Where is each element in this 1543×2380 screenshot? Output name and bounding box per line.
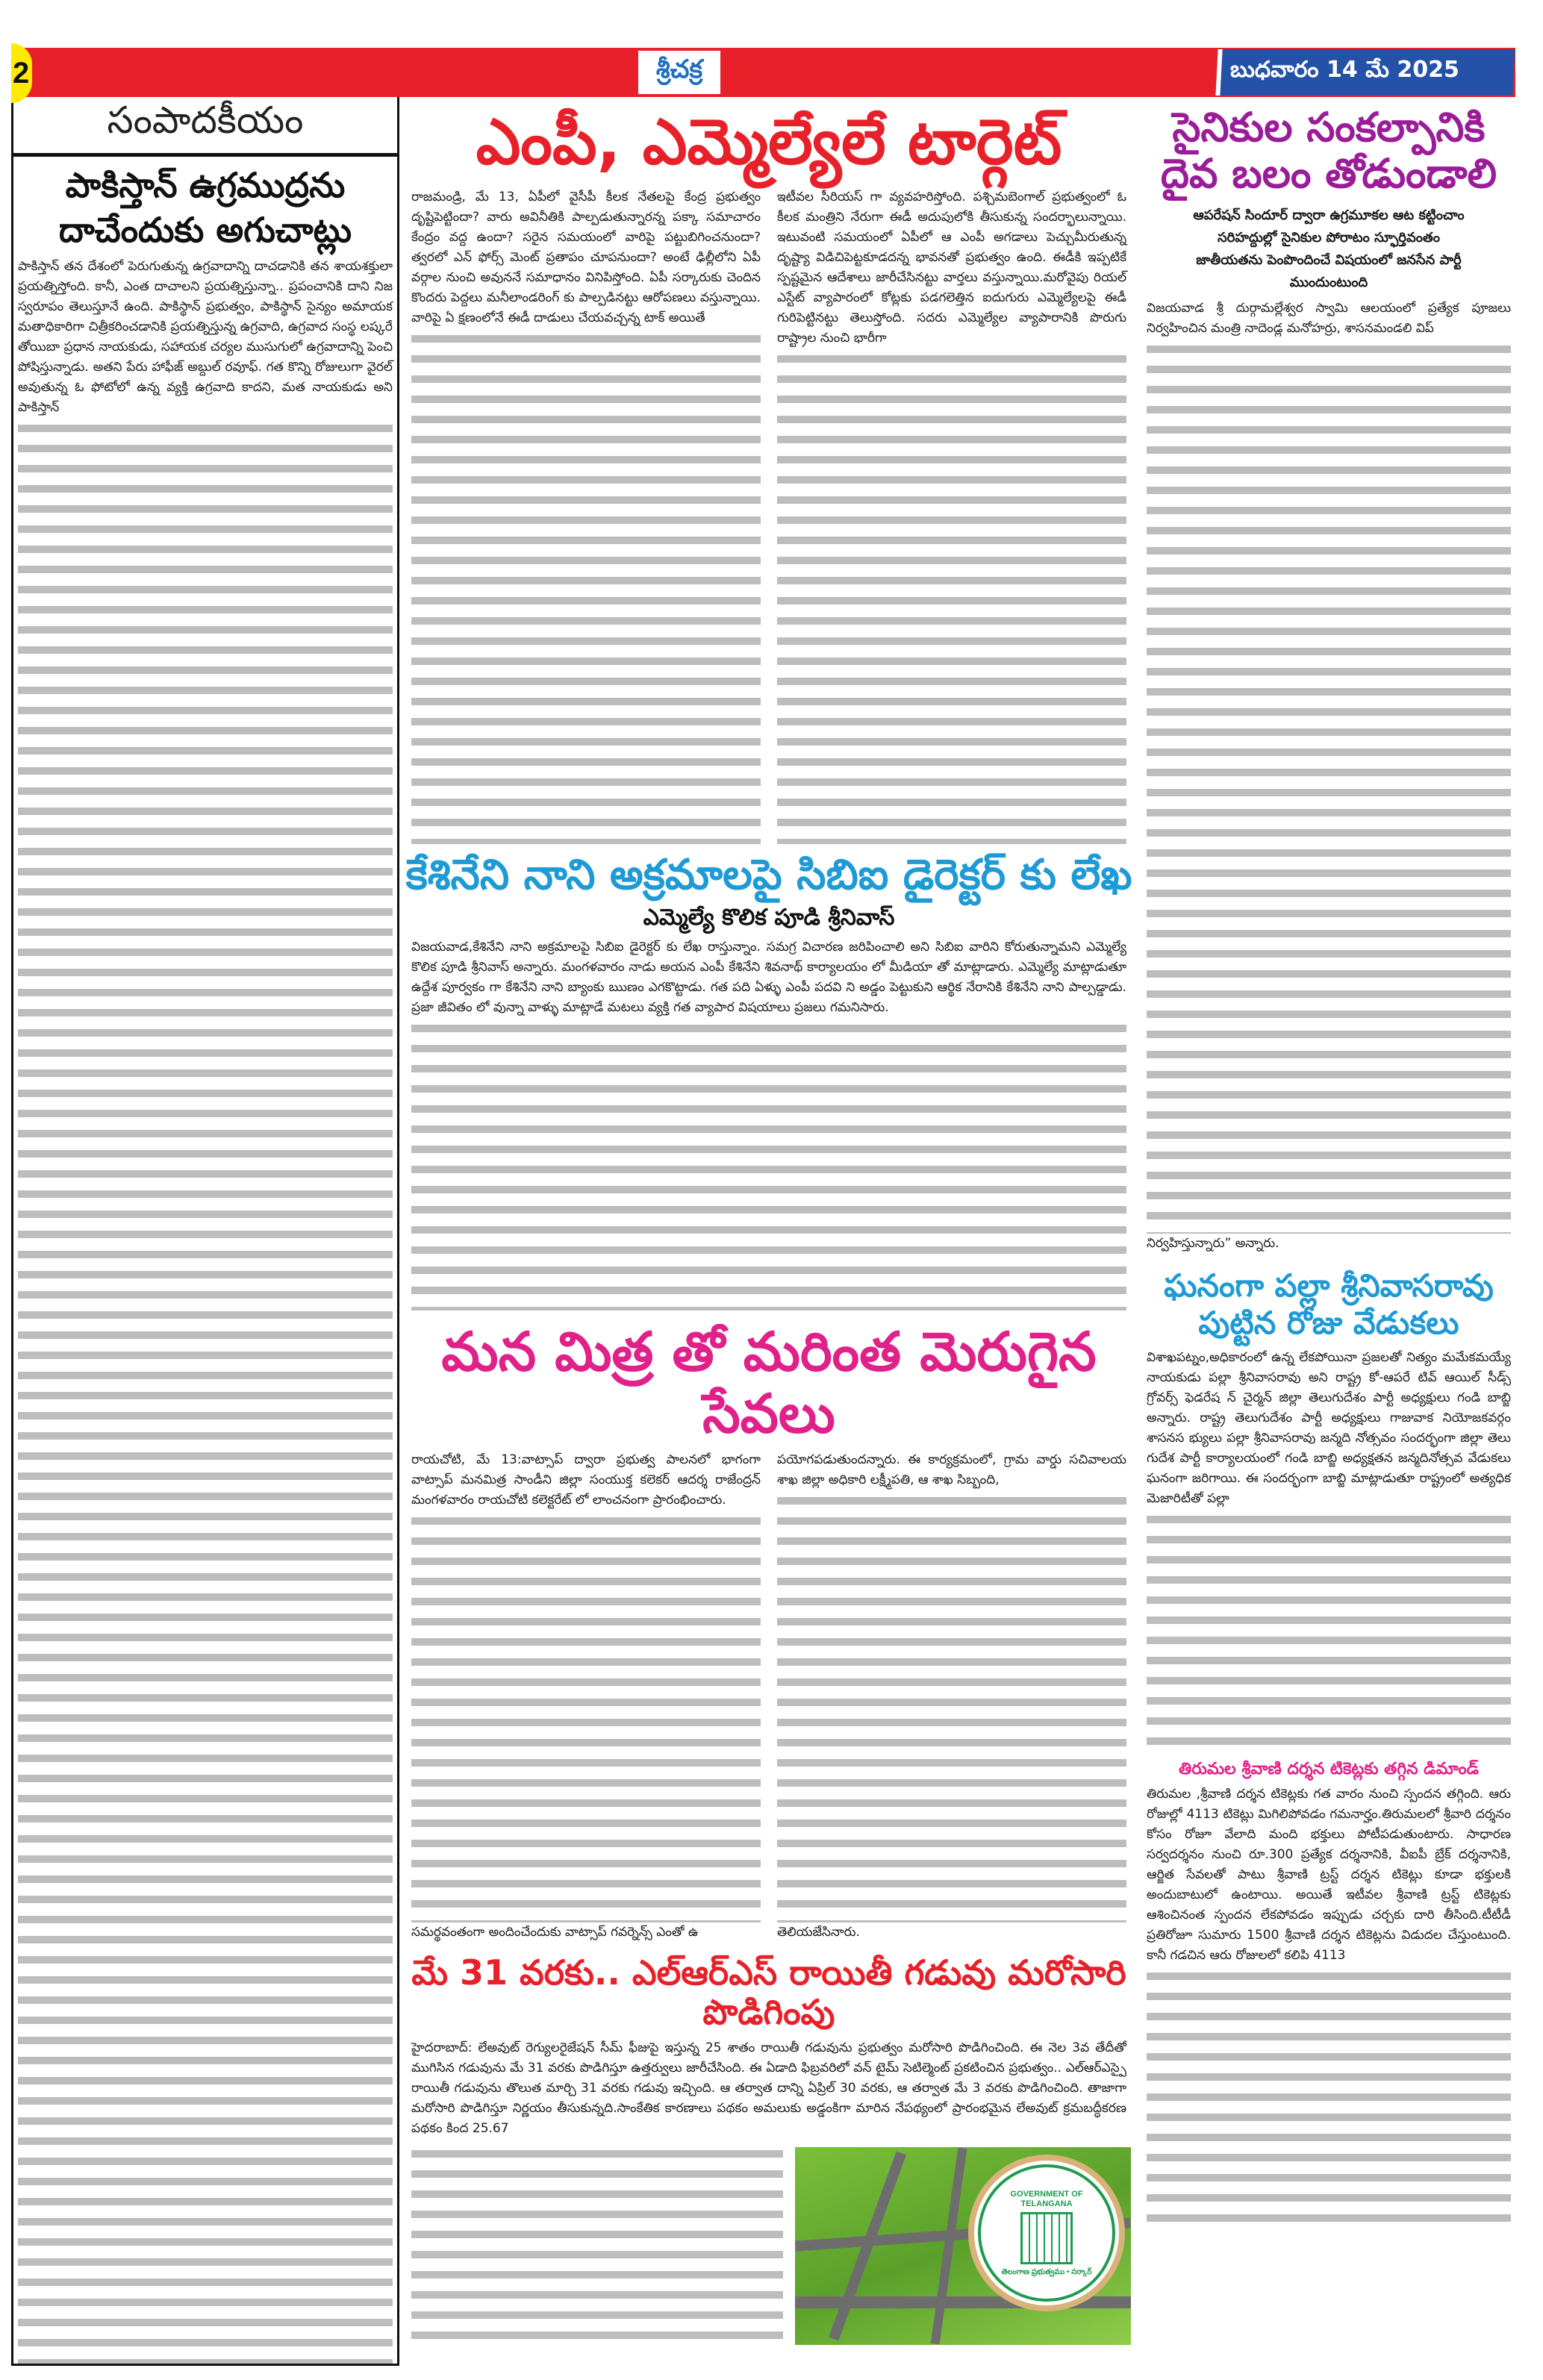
- subhead: జాతీయతను పెంపొందించే విషయంలో జనసేన పార్టీ: [1196, 252, 1462, 269]
- palla-body-block: [1142, 1348, 1515, 1751]
- manamitra-headline: మన మిత్ర తో మరింత మెరుగైన సేవలు: [441, 1319, 1097, 1445]
- lrs-body-block: [403, 2038, 1135, 2139]
- lrs-continuation-row: [403, 2143, 1135, 2349]
- subhead: సరిహద్దుల్లో సైనికుల పోరాటం స్ఫూర్తివంతం: [1217, 230, 1441, 246]
- seal-text-top: GOVERNMENT OF TELANGANA: [1010, 2189, 1083, 2208]
- seal-text-bottom: తెలంగాణ ప్రభుత్వము • సర్కార్: [1001, 2267, 1092, 2276]
- editorial-section-label: సంపాదకీయం: [13, 97, 397, 157]
- middle-section: [403, 101, 1135, 2349]
- telangana-government-seal: [968, 2155, 1125, 2311]
- text-continuation: [411, 1018, 1126, 1311]
- lead-body-2: ఇటీవల సీరియస్ గా వ్యవహరిస్తోంది. పశ్చిమబెంగాల్ ప్రభుత్వంలో ఓ కీలక మంత్రిని నేరుగా ఈడీ అదుపులోకి తీసుకున్న సందర్భాలున్నాయి. ఇటువంటి సమయంలో ఏపీలో ఆ ఎంపీ అగడాలు పెచ్చుమీరుతున్న దృష్ట్యా విడిచిపెట్టకూడదన్న భావనతో ప్రభుత్వం ఉంది. ఈడీకి ఇప్పటికే స్పష్టమైన ఆదేశాలు జారీచేసినట్టు వార్తలు వస్తున్నాయి.మరోవైపు రియల్ ఎస్టేట్ వ్యాపారంలో కోట్లకు పడగలెత్తిన ఐదుగురు ఎమ్మెల్యేలపై ఈడీ గురిపెట్టినట్టు తెలుస్తోంది. సదరు ఎమ్మెల్యేల వ్యాపారానికి పొరుగు రాష్ట్రాల నుంచి భారీగా: [777, 190, 1126, 346]
- newspaper-logo: శ్రీచక్ర: [638, 51, 720, 94]
- subhead: ఆపరేషన్ సిందూర్ ద్వారా ఉగ్రమూకల ఆట కట్టించాం: [1193, 207, 1465, 224]
- palla-headline-line2: పుట్టిన రోజు వేడుకలు: [1198, 1305, 1459, 1342]
- lead-column-2: [773, 187, 1131, 844]
- text-continuation: [411, 2143, 783, 2349]
- layout-plots-image: [795, 2147, 1131, 2345]
- lrs-continuation: [407, 2143, 788, 2349]
- lrs-body: హైదరాబాద్: లేఅవుట్ రెగ్యులరైజేషన్ సీమ్ ఫీజుపై ఇస్తున్న 25 శాతం రాయితీ గడువును ప్రభుత్వం మరోసారి పొడిగించింది. ఈ నెల 3వ తేదీతో ముగిసిన గడువును మే 31 వరకు పొడిగిస్తూ ఉత్తర్వులు జారీచేసింది. ఈ ఏడాది ఫిబ్రవరిలో వన్ టైమ్ సెటిల్మెంట్ ప్రకటించిన ప్రభుత్వం.. ఎల్ఆర్ఎస్పై రాయితీ గడువును తొలుత మార్చి 31 వరకు గడువు ఇచ్చింది. ఆ తర్వాత దాన్ని ఏప్రిల్ 30 వరకు, ఆ తర్వాత మే 3 వరకు పొడిగించింది. తాజాగా మరోసారి పొడిగిస్తూ నిర్ణయం తీసుకున్నది.సాంకేతిక కారణాలు పథకం అమలుకు అడ్డంకిగా మారిన నేపథ్యంలో ప్రారంభమైన లేఅవుట్ క్రమబద్ధీకరణ పథకం కింద 25.67: [411, 2040, 1126, 2137]
- editorial-body: పాకిస్తాన్ తన దేశంలో పెరుగుతున్న ఉగ్రవాదాన్ని దాచడానికి తన శాయశక్తులా ప్రయత్నిస్తోంది. కానీ, ఎంత దాచాలని ప్రయత్నిస్తున్నా.. ప్రపంచానికి దాని నిజ స్వరూపం తెలుస్తూనే ఉంది. పాకిస్థాన్ ప్రభుత్వం, పాకిస్థాన్ సైన్యం అమాయక మతాధికారిగా చిత్రీకరించడానికి ప్రయత్నిస్తున్న ఉగ్రవాది, ఉగ్రవాద సంస్థ లష్కరే తోయిబా ప్రధాన నాయకుడు, సహాయక చర్యల ముసుగులో ఉగ్రవాదాన్ని పెంచి పోషిస్తున్నాడు. అతని పేరు హాఫీజ్ అబ్దుల్ రవూఫ్. గత కొన్ని రోజులుగా వైరల్ అవుతున్న ఓ ఫోటోలో ఉన్న వ్యక్తి ఉగ్రవాది కాదని, మత నాయకుడు అని పాకిస్తాన్: [18, 259, 393, 415]
- manamitra-body-1-end: సమర్థవంతంగా అందించేందుకు వాట్సాప్ గవర్నెన్స్ ఎంతో ఉ: [411, 1925, 699, 1940]
- kesineni-headline: కేశినేని నాని అక్రమాలపై సిబిఐ డైరెక్టర్ కు లేఖ: [405, 851, 1132, 899]
- text-continuation: [777, 349, 1126, 844]
- manamitra-body-1: రాయచోటి, మే 13:వాట్సాప్ ద్వారా ప్రభుత్వ పాలనలో భాగంగా వాట్సాప్ మనమిత్ర సాండీని జిల్లా సంయుక్త కలెకర్ ఆదర్శ రాజేంద్రన్ మంగళవారం రాయచోటి కలెక్టరేట్ లో లాంచనంగా ప్రారంభించారు.: [411, 1452, 761, 1508]
- subhead: ముందుంటుంది: [1289, 275, 1368, 291]
- sainikula-headline-line1: సైనికుల సంకల్పానికి: [1172, 104, 1486, 151]
- text-continuation: [1147, 1509, 1511, 1751]
- sainikula-subheads: [1142, 204, 1515, 294]
- manamitra-body-2-end: తెలియజేసినారు.: [777, 1925, 860, 1940]
- sainikula-body-end: నిర్వహిస్తున్నారు” అన్నారు.: [1147, 1236, 1279, 1252]
- editorial-headline-line1: పాకిస్తాన్ ఉగ్రముద్రను: [65, 165, 346, 205]
- editorial-column: [11, 97, 399, 2366]
- tirumala-body-block: [1142, 1784, 1515, 2232]
- sainikula-body-block: [1142, 299, 1515, 1254]
- kesineni-subheadline: ఎమ్మెల్యే కొలిక పూడి శ్రీనివాస్: [643, 905, 895, 931]
- text-continuation: [1147, 339, 1511, 1234]
- text-continuation: [411, 1511, 761, 1923]
- page-number: 2: [11, 43, 32, 103]
- manamitra-columns: [403, 1450, 1135, 1943]
- manamitra-column-2: [773, 1450, 1131, 1943]
- text-continuation: [1147, 1966, 1511, 2232]
- tirumala-body: తిరుమల ,శ్రీవాణి దర్శన టికెట్లకు గత వారం నుంచి స్పందన తగ్గింది. ఆరు రోజుల్లో 4113 టికెట్లు మిగిలిపోవడం గమనార్హం.తిరుమలలో శ్రీవారి దర్శనం కోసం రోజూ వేలాది మంది భక్తులు పోటీపడుతుంటారు. సాధారణ సర్వదర్శనం నుంచి రూ.300 ప్రత్యేక దర్శనానికి, వీఐపీ బ్రేక్ దర్శనానికి, ఆర్జిత సేవలతో పాటు శ్రీవాణి ట్రస్ట్ దర్శన టికెట్లు కూడా భక్తులకి అందుబాటులో ఉంటాయి. అయితే ఇటీవల శ్రీవాణి ట్రస్ట్ టికెట్లకు ఆశించినంత స్పందన లేకపోవడం ఇప్పుడు చర్చకు దారి తీసింది.టీటీడీ ప్రతిరోజూ సుమారు 1500 శ్రీవాణి దర్శన టికెట్లను విడుదల చేస్తుంటుంది. కానీ గడచిన ఆరు రోజులలో కలిపి 4113: [1147, 1787, 1511, 1964]
- kesineni-body-block: [403, 937, 1135, 1311]
- lead-column-1: [407, 187, 765, 844]
- manamitra-column-1: [407, 1450, 765, 1943]
- lead-body-1: రాజమండ్రి, మే 13, ఏపీలో వైసీపీ కీలక నేతలపై కేంద్ర ప్రభుత్వం దృష్టిపెట్టిందా? వారు అవినీతికి పాల్పడుతున్నారన్న పక్కా సమాచారం కేంద్రం వద్ద ఉందా? సరైన సమయంలో వారిపై పట్టుబిగించనుందా? త్వరలో ఎన్ ఫోర్స్ మెంట్ ప్రతాపం చూపనుందా? అంటే ఢిల్లీలోని ఏపీ వర్గాల నుంచి అవుననే సమాధానం వినిపిస్తోంది. ఏపీ సర్కారుకు చెందిన కొందరు పెద్దలు మనీలాండరింగ్ కు పాల్పడినట్టు ఆరోపణలు వస్తున్నాయి. వారిపై ఏ క్షణంలోనే ఈడీ దాడులు చేయవచ్చన్న టాక్ అయితే: [411, 190, 761, 325]
- issue-date: బుధవారం 14 మే 2025: [1230, 57, 1459, 83]
- editorial-headline-line2: దాచేందుకు అగుచాట్లు: [58, 210, 352, 250]
- text-continuation: [777, 1490, 1126, 1923]
- lead-headline: ఎంపీ, ఎమ్మెల్యేలే టార్గెట్: [476, 105, 1062, 178]
- lrs-headline: మే 31 వరకు.. ఎల్ఆర్ఎస్ రాయితీ గడువు మరోసారి పొడిగింపు: [411, 1952, 1126, 2033]
- palla-headline: [1142, 1267, 1515, 1342]
- kesineni-body: విజయవాడ,కేశినేని నాని అక్రమాలపై సిబిఐ డైరెక్టర్ కు లేఖ రాస్తున్నాం. సమగ్ర విచారణ జరిపించాలి అని సిబిఐ వారిని కోరుతున్నామని ఎమ్మెల్యే కొలిక పూడి శ్రీనివాస్ అన్నారు. మంగళవారం నాడు అయన ఎంపీ కేశినేని శివనాథ్ కార్యాలయం లో మీడియా తో మాట్లాడారు. ఎమ్మెల్యే మాట్లాడుతూ ఉద్దేశ పూర్వకం గా కేశినేని నాని బ్యాంకు ఋణం ఎగకొట్టాడు. గత పది ఏళ్ళు ఎంపీ పదవి ని అడ్డం పెట్టుకుని ఆర్థిక నేరానికి కేశినేని నాని పాల్పడ్డాడు. ప్రజా జీవితం లో వున్నా వాళ్ళు మాట్లాడే మటలు వ్యక్తి గత వ్యాపార విషయాలు ప్రజలు గమనిసారు.: [411, 939, 1126, 1015]
- palla-body: విశాఖపట్నం,అధికారంలో ఉన్న లేకపోయినా ప్రజలతో నిత్యం మమేకమయ్యే నాయకుడు పల్లా శ్రీనివాసరావు అని రాష్ట్ర కో-ఆపరే టివ్ ఆయిల్ సీడ్స్ గ్రోవర్స్ ఫెడరేష న్ చైర్మన్ జిల్లా తెలుగుదేశం పార్టీ అధ్యక్షులు గండి బాబ్జి అన్నారు. రాష్ట్ర తెలుగుదేశం పార్టీ అధ్యక్షులు గాజువాక నియోజకవర్గం శాసనస భ్యులు పల్లా శ్రీనివాసరావు జన్మది నోత్సవం సందర్భంగా జిల్లా తెలు గుదేశ పార్టీ కార్యాలయంలో గండి బాబ్జి అధ్యక్షతన జన్మదినోత్సవ వేడుకలు ఘనంగా జరిగాయి. ఈ సందర్భంగా బాబ్జి మాట్లాడుతూ రాష్ట్రంలో అత్యధిక మెజారిటీతో పల్లా: [1147, 1350, 1511, 1507]
- editorial-headline: [13, 163, 397, 252]
- sainikula-body: విజయవాడ శ్రీ దుర్గామల్లేశ్వర స్వామి ఆలయంలో ప్రత్యేక పూజలు నిర్వహించిన మంత్రి నాదెండ్ల మనోహర్రు, శాసనమండలి విప్: [1147, 301, 1511, 337]
- kakatiya-gate-emblem: [1020, 2212, 1073, 2264]
- sainikula-headline: [1142, 104, 1515, 197]
- text-continuation: [18, 418, 393, 2364]
- manamitra-body-2: పయోగపడుతుందన్నారు. ఈ కార్యక్రమంలో, గ్రామ వార్డు సచివాలయ శాఖ జిల్లా అధికారి లక్ష్మీపతి, ఆ శాఖ సిబ్బంది,: [777, 1452, 1126, 1488]
- palla-headline-line1: ఘనంగా పల్లా శ్రీనివాసరావు: [1164, 1267, 1494, 1305]
- date-box: [1215, 49, 1515, 96]
- right-section: [1142, 104, 1515, 2232]
- text-continuation: [411, 328, 761, 844]
- tirumala-headline: తిరుమల శ్రీవాణి దర్శన టికెట్లకు తగ్గిన డిమాండ్: [1178, 1760, 1479, 1779]
- sainikula-headline-line2: దైవ బలం తోడుండాలి: [1160, 150, 1497, 198]
- lead-columns: [403, 187, 1135, 844]
